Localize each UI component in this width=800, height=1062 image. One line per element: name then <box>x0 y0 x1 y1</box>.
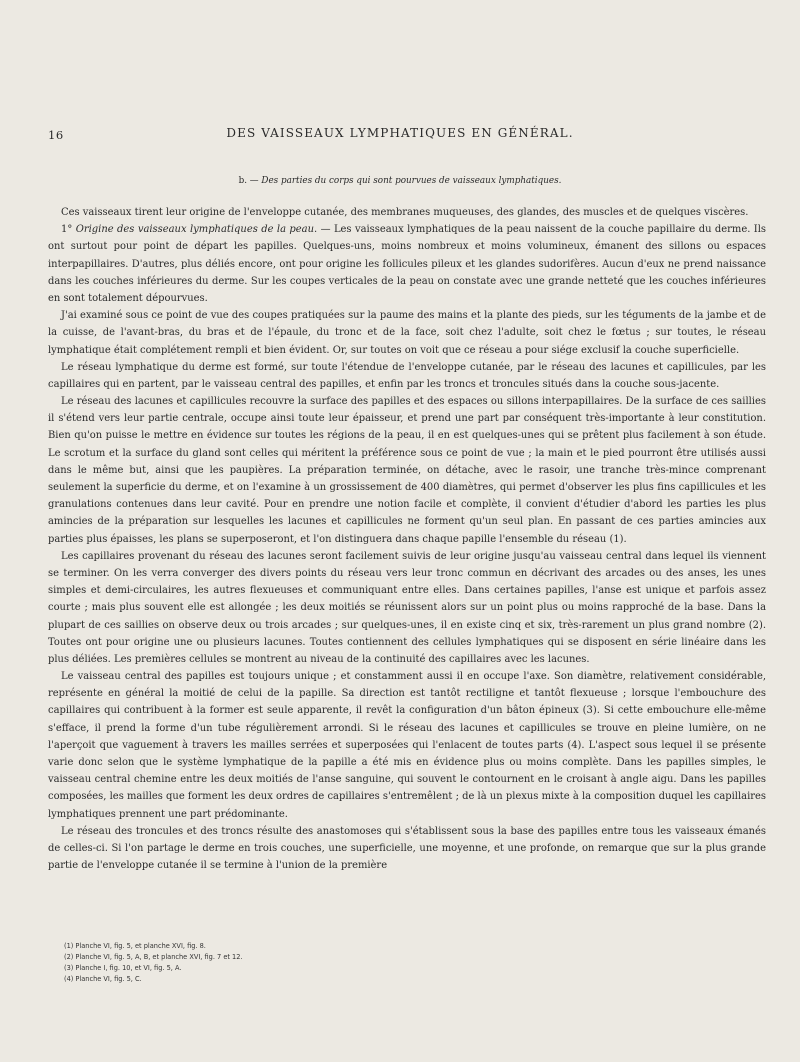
paragraph: Les capillaires provenant du réseau des lacunes seront facilement suivis de leur origine jusqu'au vaisseau central dans lequel ils viennent se terminer. On les verra converger des divers points du réseau vers leur tronc commun en décrivant des arcades ou des anses, les unes simples et demi-circulaires, les autres flexueuses et communiquant entre elles. Dans certaines papilles, l'anse est unique et parfois assez courte ; mais plus souvent elle est allongée ; les deux moitiés se réunissent alors sur un point plus ou moins rapproché de la base. Dans la plupart de ces saillies on observe deux ou trois arcades ; sur quelques-unes, il en existe cinq et six, très-rarement un plus grand nombre (2). Toutes ont pour origine une ou plusieurs lacunes. Toutes contiennent des cellules lymphatiques qui se disposent en série linéaire dans les plus déliées. Les premières cellules se montrent au niveau de la continuité des capillaires avec les lacunes. <box>48 550 766 665</box>
body-text <box>48 204 766 874</box>
paragraph-text: — Les vaisseaux lymphatiques de la peau naissent de la couche papillaire du derme. Ils ont surtout pour point de départ les papilles. Quelques-uns, moins nombreux et moins volumineux, émanent des sillons ou espaces interpapillaires. D'autres, plus déliés encore, ont pour origine les follicules pileux et les glandes sudorifères. Aucun d'eux ne prend naissance dans les couches inférieures du derme. Sur les coupes verticales de la peau on constate avec une grande netteté que les couches inférieures en sont totalement dépourvues. <box>48 224 767 304</box>
paragraph: Le réseau des lacunes et capillicules recouvre la surface des papilles et des espaces ou sillons interpapillaires. De la surface de ces saillies il s'étend vers leur partie centrale, occupe ainsi toute leur épaisseur, et prend une part par conséquent très-importante à leur constitution. Bien qu'on puisse le mettre en évidence sur toutes les régions de la peau, il en est quelques-unes qui se prêtent plus facilement à son étude. Le scrotum et la surface du gland sont celles qui méritent la préférence sous ce point de vue ; la main et le pied pourront être utilisés aussi dans le même but, ainsi que les paupières. La préparation terminée, on détache, avec le rasoir, une tranche très-mince comprenant seulement la superficie du derme, et on l'examine à un grossissement de 400 diamètres, qui permet d'observer les plus fins capillicules et les granulations contenues dans leur cavité. Pour en prendre une notion facile et complète, il convient d'étudier d'abord les parties les plus amincies de la préparation sur lesquelles les lacunes et capillicules ne forment qu'un seul plan. En passant de ces parties amincies aux parties plus épaisses, les plans se superposeront, et l'on distinguera dans chaque papille l'ensemble du réseau (1). <box>48 396 766 545</box>
footnote: (1) Planche VI, fig. 5, et planche XVI, fig. 8. <box>64 942 206 950</box>
section-heading <box>0 176 800 186</box>
paragraph: Le réseau lymphatique du derme est formé, sur toute l'étendue de l'enveloppe cutanée, par le réseau des lacunes et capillicules, par les capillaires qui en partent, par le vaisseau central des papilles, et enfin par les troncs et troncules situés dans la couche sous-jacente. <box>48 361 766 390</box>
running-title: DES VAISSEAUX LYMPHATIQUES EN GÉNÉRAL. <box>226 126 574 140</box>
section-letter: b. — <box>238 176 259 186</box>
footnote: (4) Planche VI, fig. 5, C. <box>64 975 142 983</box>
footnote: (2) Planche VI, fig. 5, A, B, et planche XVI, fig. 7 et 12. <box>64 953 243 961</box>
paragraph: J'ai examiné sous ce point de vue des coupes pratiquées sur la paume des mains et la plante des pieds, sur les téguments de la jambe et de la cuisse, de l'avant-bras, du bras et de l'épaule, du tronc et de la face, soit chez l'adulte, soit chez le fœtus ; sur toutes, le réseau lymphatique était complétement rempli et bien évident. Or, sur toutes on voit que ce réseau a pour siége exclusif la couche superficielle. <box>48 310 766 356</box>
paragraph: Le vaisseau central des papilles est toujours unique ; et constamment aussi il en occupe l'axe. Son diamètre, relativement considérable, représente en général la moitié de celui de la papille. Sa direction est tantôt rectiligne et tantôt flexueuse ; lorsque l'embouchure des capillaires qui contribuent à la former est seule apparente, il revêt la configuration d'un bâton épineux (3). Si cette embouchure elle-même s'efface, il prend la forme d'un tube régulièrement arrondi. Si le réseau des lacunes et capillicules se trouve en pleine lumière, on ne l'aperçoit que vaguement à travers les mailles serrées et superposées qui l'enlacent de toutes parts (4). L'aspect sous lequel il se présente varie donc selon que le système lymphatique de la papille a été mis en évidence plus ou moins complète. Dans les papilles simples, le vaisseau central chemine entre les deux moitiés de l'anse sanguine, qui souvent le contournent en le croisant à angle aigu. Dans les papilles composées, les mailles que forment les deux ordres de capillaires s'entremêlent ; de là un plexus mixte à la composition duquel les capillaires lymphatiques prennent une part prédominante. <box>48 671 766 820</box>
paragraph-origin <box>48 221 766 307</box>
paragraph-lead: 1° <box>61 224 76 236</box>
paragraph: Ces vaisseaux tirent leur origine de l'enveloppe cutanée, des membranes muqueuses, des glandes, des muscles et de quelques viscères. <box>61 207 749 218</box>
footnotes <box>64 941 243 985</box>
section-title: Des parties du corps qui sont pourvues de vaisseaux lymphatiques. <box>261 176 562 186</box>
paragraph-subtitle: Origine des vaisseaux lymphatiques de la peau. <box>75 224 318 236</box>
footnote: (3) Planche I, fig. 10, et VI, fig. 5, A. <box>64 964 182 972</box>
page-number: 16 <box>48 128 64 142</box>
paragraph: Le réseau des troncules et des troncs résulte des anastomoses qui s'établissent sous la base des papilles entre tous les vaisseaux émanés de celles-ci. Si l'on partage le derme en trois couches, une superficielle, une moyenne, et une profonde, on remarque que sur la plus grande partie de l'enveloppe cutanée il se termine à l'union de la première <box>48 825 766 872</box>
